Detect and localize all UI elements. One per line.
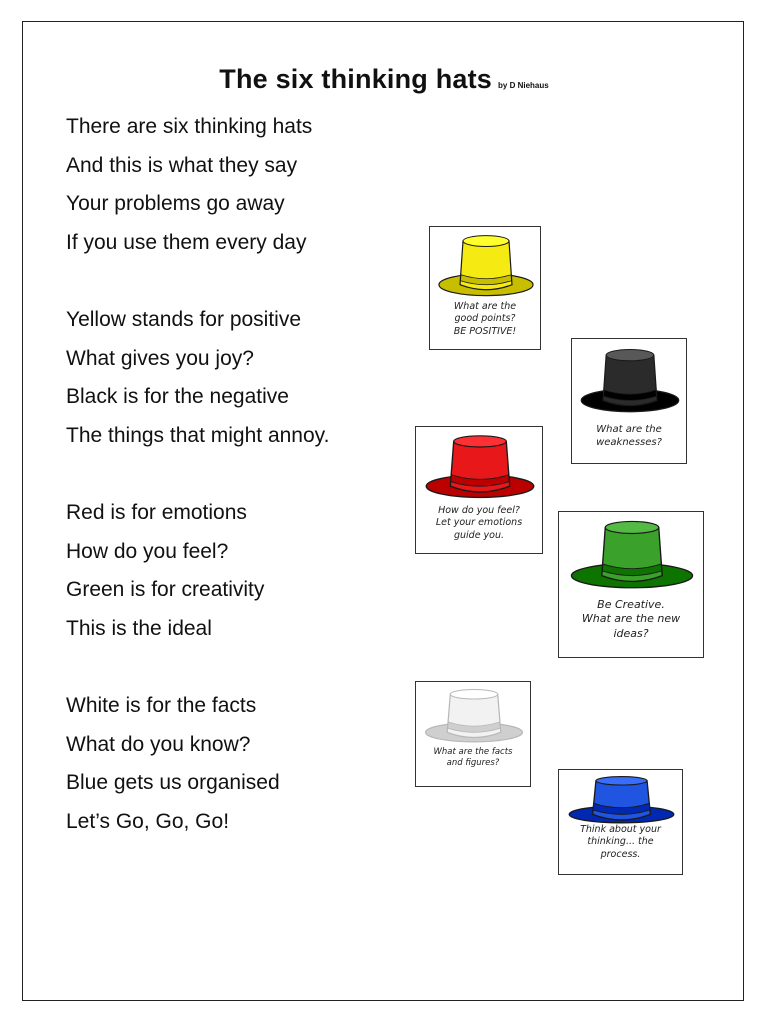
white-hat-icon bbox=[416, 682, 532, 750]
poem bbox=[66, 108, 329, 841]
poem-line: Yellow stands for positive bbox=[66, 307, 302, 331]
stanza-break bbox=[66, 455, 329, 494]
caption-line: Let your emotions bbox=[435, 517, 523, 529]
poem-line: Let’s Go, Go, Go! bbox=[66, 809, 230, 833]
poem-line: The things that might annoy. bbox=[66, 423, 330, 447]
red-hat-icon bbox=[416, 427, 544, 507]
white-hat-caption bbox=[416, 747, 530, 769]
poem-line: White is for the facts bbox=[66, 693, 257, 717]
caption-line: What are the facts bbox=[433, 747, 513, 757]
title-block bbox=[0, 64, 768, 95]
stanza-break bbox=[66, 648, 329, 687]
poem-line: What do you know? bbox=[66, 732, 251, 756]
hat-top bbox=[454, 436, 507, 447]
caption-line: guide you. bbox=[453, 529, 505, 541]
yellow-hat-caption bbox=[430, 301, 540, 338]
black-hat-card bbox=[571, 338, 687, 464]
yellow-hat-card bbox=[429, 226, 541, 350]
white-hat-card bbox=[415, 681, 531, 787]
caption-line: Think about your bbox=[580, 824, 661, 835]
caption-line: good points? bbox=[454, 313, 516, 325]
blue-hat-caption bbox=[559, 824, 682, 861]
poem-line: Black is for the negative bbox=[66, 385, 289, 409]
stanza-break bbox=[66, 262, 329, 301]
caption-line: BE POSITIVE! bbox=[453, 325, 517, 337]
caption-line: ideas? bbox=[613, 626, 649, 640]
poem-line: If you use them every day bbox=[66, 230, 307, 254]
black-hat-caption bbox=[572, 423, 686, 449]
page-title: The six thinking hats bbox=[219, 64, 493, 94]
caption-line: Be Creative. bbox=[597, 598, 665, 611]
blue-hat-card bbox=[558, 769, 683, 875]
hat-top bbox=[605, 521, 658, 533]
poem-line: Blue gets us organised bbox=[66, 771, 280, 795]
caption-line: and figures? bbox=[446, 758, 500, 769]
caption-line: thinking... the bbox=[587, 836, 654, 848]
hat-top bbox=[450, 689, 497, 699]
poem-line: Green is for creativity bbox=[66, 578, 265, 602]
red-hat-card bbox=[415, 426, 543, 554]
black-hat-icon bbox=[572, 339, 688, 423]
poem-line: There are six thinking hats bbox=[66, 115, 313, 138]
hat-top bbox=[463, 236, 509, 247]
red-hat-caption bbox=[416, 505, 542, 542]
caption-line: What are the new bbox=[581, 612, 681, 626]
poem-line: This is the ideal bbox=[66, 616, 212, 640]
poem-line: How do you feel? bbox=[66, 539, 229, 563]
green-hat-card bbox=[558, 511, 704, 658]
green-hat-caption bbox=[559, 598, 703, 641]
green-hat-icon bbox=[559, 512, 705, 598]
yellow-hat-icon bbox=[430, 227, 542, 305]
caption-line: weaknesses? bbox=[596, 437, 662, 448]
caption-line: What are the bbox=[596, 424, 662, 435]
hat-top bbox=[606, 349, 654, 360]
poem-line: What gives you joy? bbox=[66, 346, 254, 370]
caption-line: What are the bbox=[453, 301, 517, 312]
hat-top bbox=[596, 777, 647, 785]
author-byline: by D Niehaus bbox=[498, 81, 549, 90]
blue-hat-icon bbox=[559, 770, 684, 830]
caption-line: How do you feel? bbox=[438, 505, 520, 516]
poem-line: Red is for emotions bbox=[66, 500, 247, 524]
poem-line: Your problems go away bbox=[66, 192, 285, 216]
caption-line: process. bbox=[600, 848, 641, 860]
poem-line: And this is what they say bbox=[66, 153, 298, 177]
